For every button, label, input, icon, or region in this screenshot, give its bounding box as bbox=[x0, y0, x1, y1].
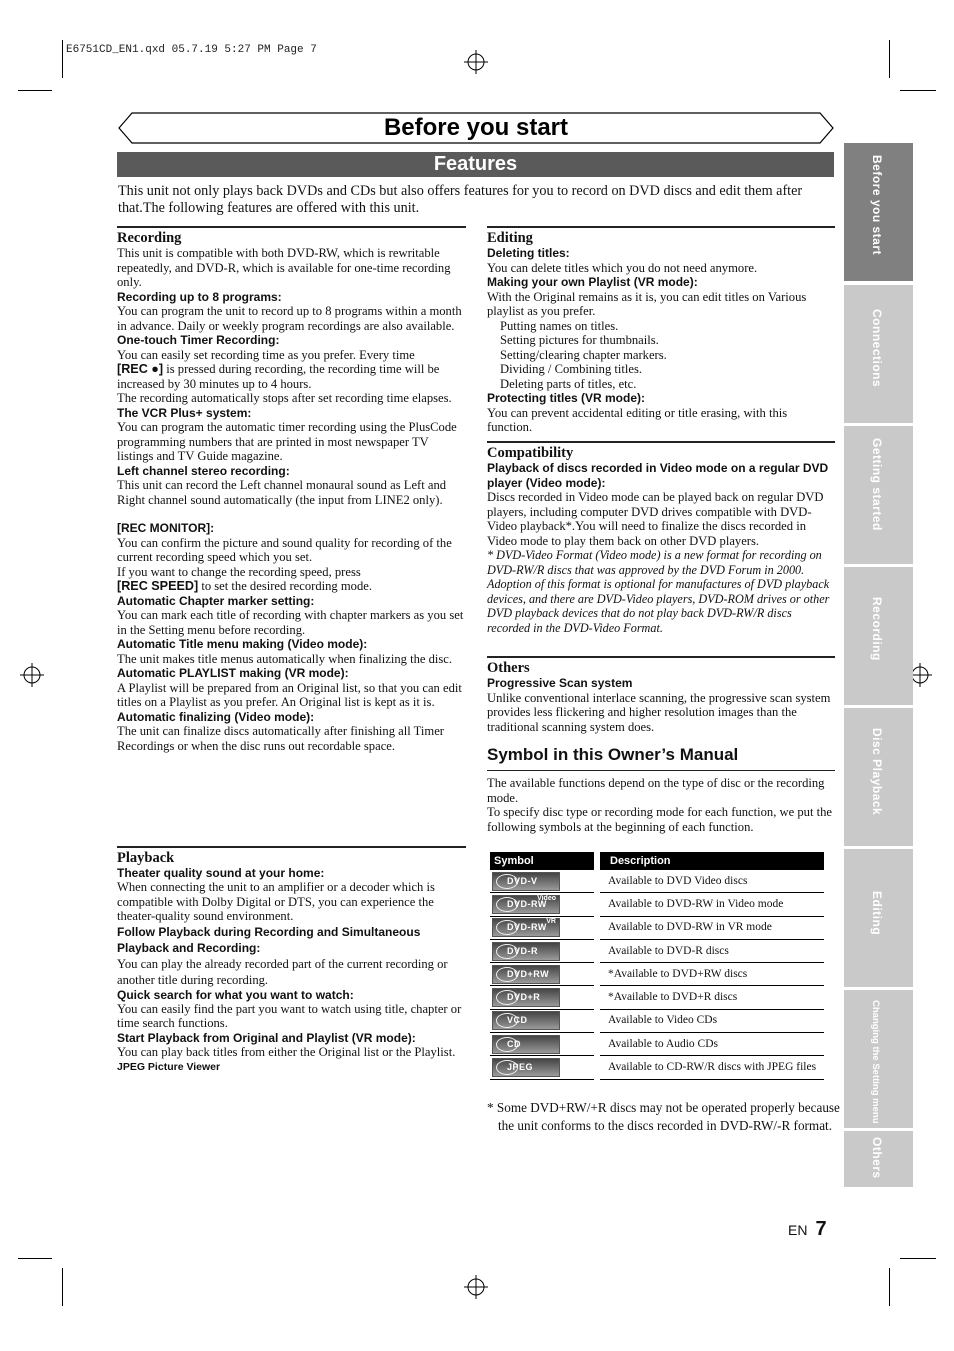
symbol-cell bbox=[490, 916, 594, 939]
disc-logo-label: DVD+RW bbox=[507, 968, 550, 979]
playback-paragraph: You can easily find the part you want to watch using title, chapter or time search functions. bbox=[117, 1002, 462, 1031]
table-header-symbol: Symbol bbox=[490, 852, 594, 870]
tab-connections[interactable] bbox=[844, 285, 913, 423]
crop-mark bbox=[900, 1258, 936, 1259]
description-cell: Available to Video CDs bbox=[600, 1009, 824, 1032]
symbol-cell bbox=[490, 986, 594, 1009]
tab-recording[interactable] bbox=[844, 567, 913, 705]
playback-subheading: Theater quality sound at your home: bbox=[117, 866, 325, 880]
page-language: EN bbox=[788, 1222, 808, 1238]
description-cell: Available to DVD Video discs bbox=[600, 870, 824, 893]
others-subheading: Progressive Scan system bbox=[487, 676, 633, 690]
playback-subheading: Quick search for what you want to watch: bbox=[117, 987, 354, 1002]
table-header-description: Description bbox=[600, 852, 824, 870]
page-number bbox=[788, 1218, 827, 1241]
playback-heading: Playback bbox=[117, 846, 466, 866]
tab-label: Editing bbox=[870, 891, 884, 936]
section-title: Features bbox=[117, 152, 834, 177]
disc-logo-icon bbox=[492, 965, 560, 984]
symbols-paragraph: To specify disc type or recording mode for each function, we put the following symbols at the beginning of each function. bbox=[487, 805, 832, 834]
editing-list-item: Setting pictures for thumbnails. bbox=[500, 333, 659, 347]
disc-logo-icon bbox=[492, 918, 560, 937]
disc-logo-icon bbox=[492, 1035, 560, 1054]
recording-paragraph: You can confirm the picture and sound quality for recording of the current recording speed which you set. bbox=[117, 535, 452, 564]
disc-logo-icon bbox=[492, 1011, 560, 1030]
symbols-heading: Symbol in this Owner’s Manual bbox=[487, 745, 835, 771]
symbol-cell bbox=[490, 893, 594, 916]
text-fragment: You can easily set recording time as you prefer. Every time bbox=[117, 347, 415, 362]
symbol-cell bbox=[490, 963, 594, 986]
recording-heading: Recording bbox=[117, 226, 466, 246]
crop-mark bbox=[900, 90, 936, 91]
description-cell: Available to DVD-R discs bbox=[600, 939, 824, 962]
text-fragment: to set the desired recording mode. bbox=[198, 579, 372, 593]
recording-paragraph: The unit can finalize discs automatically after finishing all Timer Recordings or when the disc runs out recordable space. bbox=[117, 724, 445, 753]
recording-paragraph: If you want to change the recording speed, press bbox=[117, 564, 361, 579]
disc-logo-icon bbox=[492, 872, 560, 891]
symbols-intro bbox=[487, 776, 832, 834]
symbol-table bbox=[490, 852, 824, 1080]
print-slug: E6751CD_EN1.qxd 05.7.19 5:27 PM Page 7 bbox=[66, 44, 317, 56]
recording-subheading: One-touch Timer Recording: bbox=[117, 333, 280, 347]
recording-subheading: The VCR Plus+ system: bbox=[117, 405, 252, 420]
recording-subheading: Automatic finalizing (Video mode): bbox=[117, 709, 315, 724]
tab-disc-playback[interactable] bbox=[844, 708, 913, 846]
editing-list-item: Dividing / Combining titles. bbox=[500, 362, 643, 376]
editing-section bbox=[487, 226, 835, 435]
recording-paragraph: This unit is compatible with both DVD-RW, which is rewritable repeatedly, and DVD-R, which is available for one-time recording only. bbox=[117, 246, 451, 289]
tab-label: Before you start bbox=[870, 155, 884, 256]
disc-logo-label: DVD-R bbox=[507, 945, 538, 956]
recording-subheading: Recording up to 8 programs: bbox=[117, 289, 282, 304]
disc-logo-label: DVD-RW bbox=[507, 898, 547, 909]
tab-label: Connections bbox=[870, 309, 884, 388]
description-cell: *Available to DVD+RW discs bbox=[600, 963, 824, 986]
page-number-value: 7 bbox=[815, 1218, 827, 1240]
recording-subheading: [REC MONITOR]: bbox=[117, 521, 215, 535]
playback-paragraph: You can play the already recorded part of the current recording or another title during recording. bbox=[117, 956, 448, 987]
symbol-cell bbox=[490, 1009, 594, 1032]
recording-subheading: Left channel stereo recording: bbox=[117, 463, 290, 478]
disc-mode-tag: VR bbox=[546, 918, 556, 926]
crop-mark bbox=[18, 90, 52, 91]
others-section bbox=[487, 656, 835, 734]
symbol-cell bbox=[490, 1056, 594, 1079]
symbol-cell bbox=[490, 870, 594, 893]
compatibility-note: * DVD-Video Format (Video mode) is a new format for recording on DVD-RW/R discs that was approved by the DVD Forum in 2000. Adoption of this format is optional for manufactures of DVD playback devices, and there are DVD-Video players, DVD-ROM drives or other DVD playback devices that do not play back DVD-RW/R discs recorded in the DVD-Video Format. bbox=[487, 548, 830, 635]
editing-paragraph: You can prevent accidental editing or title erasing, with this function. bbox=[487, 405, 788, 434]
symbols-footnote: * Some DVD+RW/+R discs may not be operated properly because the unit conforms to the discs recorded in DVD-RW/-R format. bbox=[487, 1100, 840, 1133]
compatibility-paragraph: Discs recorded in Video mode can be played back on regular DVD players, including computer DVD drives compatible with DVD-Video playback*.You will need to finalize the discs recorded in Video mode to play them back on other DVD players. bbox=[487, 490, 824, 548]
disc-logo-icon bbox=[492, 988, 560, 1007]
recording-paragraph: You can program the automatic timer recording using the PlusCode programming numbers that are printed in most newspaper TV listings and TV Guide magazine. bbox=[117, 420, 457, 463]
disc-logo-label: VCD bbox=[507, 1015, 528, 1026]
playback-subheading: Start Playback from Original and Playlist (VR mode): bbox=[117, 1030, 416, 1045]
disc-logo-label: DVD-V bbox=[507, 875, 538, 886]
tab-label: Changing the Setting menu bbox=[870, 1000, 881, 1124]
description-cell: Available to CD-RW/R discs with JPEG files bbox=[600, 1056, 824, 1079]
tab-label: Disc Playback bbox=[870, 728, 884, 816]
disc-logo-label: DVD+R bbox=[507, 992, 541, 1003]
left-column bbox=[117, 226, 466, 753]
crop-mark bbox=[18, 1258, 52, 1259]
crop-mark bbox=[62, 40, 63, 78]
tab-label: Recording bbox=[870, 597, 884, 661]
others-paragraph: Unlike conventional interlace scanning, the progressive scan system provides less flickering and higher resolution images than the traditional scanning system does. bbox=[487, 690, 831, 734]
crop-mark bbox=[62, 1268, 63, 1306]
description-cell: Available to Audio CDs bbox=[600, 1033, 824, 1056]
table-body bbox=[490, 870, 824, 1079]
editing-list-item: Setting/clearing chapter markers. bbox=[500, 347, 667, 362]
tab-label: Others bbox=[870, 1137, 884, 1179]
playback-paragraph: You can play back titles from either the Original list or the Playlist. bbox=[117, 1045, 456, 1060]
recording-paragraph: The unit makes title menus automatically when finalizing the disc. bbox=[117, 651, 453, 666]
editing-paragraph: With the Original remains as it is, you can edit titles on Various playlist as you prefer. bbox=[487, 289, 807, 318]
recording-paragraph bbox=[117, 579, 466, 594]
crop-mark bbox=[889, 40, 890, 78]
table-row bbox=[490, 870, 824, 893]
tab-changing-setting-menu[interactable] bbox=[844, 990, 913, 1128]
disc-mode-tag: Video bbox=[537, 894, 556, 902]
disc-logo-icon bbox=[492, 895, 560, 914]
tab-before-you-start[interactable] bbox=[844, 143, 913, 281]
table-header-row bbox=[490, 852, 824, 870]
rec-key-label: [REC ●] bbox=[117, 362, 164, 376]
compatibility-heading: Compatibility bbox=[487, 441, 835, 461]
others-heading: Others bbox=[487, 656, 835, 676]
recording-subheading: Automatic Title menu making (Video mode): bbox=[117, 637, 368, 651]
recording-paragraph: You can program the unit to record up to 8 programs within a month in advance. Daily or weekly program recordings are also available. bbox=[117, 304, 462, 333]
disc-logo-label: CD bbox=[507, 1038, 521, 1049]
description-cell: Available to DVD-RW in Video mode bbox=[600, 893, 824, 916]
table-row bbox=[490, 1033, 824, 1056]
disc-logo-icon bbox=[492, 1058, 560, 1077]
registration-mark-icon bbox=[464, 1275, 488, 1299]
registration-mark-icon bbox=[20, 663, 44, 687]
playback-subheading: JPEG Picture Viewer bbox=[117, 1060, 221, 1073]
crop-mark bbox=[889, 1268, 890, 1306]
symbol-cell bbox=[490, 1033, 594, 1056]
disc-logo-label: DVD-RW bbox=[507, 922, 547, 933]
table-row bbox=[490, 893, 824, 916]
text-fragment: is pressed during recording, the recording time will be increased by 30 minutes up to 4 hours. bbox=[117, 362, 440, 391]
symbols-paragraph: The available functions depend on the type of disc or the recording mode. bbox=[487, 776, 825, 805]
playback-subheading: Follow Playback during Recording and Simultaneous Playback and Recording: bbox=[117, 924, 421, 955]
tab-others[interactable] bbox=[844, 1131, 913, 1187]
description-cell: Available to DVD-RW in VR mode bbox=[600, 916, 824, 939]
table-row bbox=[490, 916, 824, 939]
editing-subheading: Protecting titles (VR mode): bbox=[487, 391, 646, 405]
disc-logo-label: JPEG bbox=[507, 1062, 534, 1073]
editing-paragraph: You can delete titles which you do not need anymore. bbox=[487, 260, 758, 275]
disc-logo-icon bbox=[492, 942, 560, 961]
editing-heading: Editing bbox=[487, 226, 835, 246]
editing-list-item: Deleting parts of titles, etc. bbox=[500, 376, 637, 391]
recording-paragraph: This unit can record the Left channel monaural sound as Left and Right channel sound automatically (the input from LINE2 only). bbox=[117, 478, 447, 507]
compatibility-section bbox=[487, 441, 835, 635]
recording-paragraph: A Playlist will be prepared from an Original list, so that you can edit titles on a Playlist as you prefer. An Original list is kept as it is. bbox=[117, 680, 462, 709]
editing-list-item: Putting names on titles. bbox=[500, 318, 619, 333]
symbol-cell bbox=[490, 939, 594, 962]
page-title-banner bbox=[118, 112, 834, 144]
recording-subheading: Automatic Chapter marker setting: bbox=[117, 593, 315, 608]
playback-paragraph: When connecting the unit to an amplifier or a decoder which is compatible with Dolby Digital or DTS, you can experience the theater-quality sound environment. bbox=[117, 880, 435, 924]
recording-paragraph bbox=[117, 348, 466, 392]
table-row bbox=[490, 1009, 824, 1032]
description-cell: *Available to DVD+R discs bbox=[600, 986, 824, 1009]
rec-speed-key-label: [REC SPEED] bbox=[117, 579, 199, 593]
editing-subheading: Making your own Playlist (VR mode): bbox=[487, 275, 698, 289]
table-row bbox=[490, 986, 824, 1009]
table-row bbox=[490, 1056, 824, 1079]
registration-mark-icon bbox=[464, 50, 488, 74]
tab-editing[interactable] bbox=[844, 849, 913, 987]
table-row bbox=[490, 963, 824, 986]
page-title: Before you start bbox=[383, 114, 569, 141]
editing-subheading: Deleting titles: bbox=[487, 246, 570, 260]
recording-subheading: Automatic PLAYLIST making (VR mode): bbox=[117, 666, 349, 680]
table-row bbox=[490, 939, 824, 962]
compatibility-subheading: Playback of discs recorded in Video mode on a regular DVD player (Video mode): bbox=[487, 461, 829, 490]
playback-section bbox=[117, 846, 466, 1074]
tab-label: Getting started bbox=[870, 438, 884, 531]
intro-text: This unit not only plays back DVDs and CDs but also offers features for you to record on DVD discs and edit them after that.The following features are offered with this unit. bbox=[118, 183, 803, 216]
recording-paragraph: The recording automatically stops after set recording time elapses. bbox=[117, 391, 452, 405]
tab-getting-started[interactable] bbox=[844, 426, 913, 564]
recording-paragraph: You can mark each title of recording with chapter markers as you set in the Setting menu before recording. bbox=[117, 608, 464, 637]
